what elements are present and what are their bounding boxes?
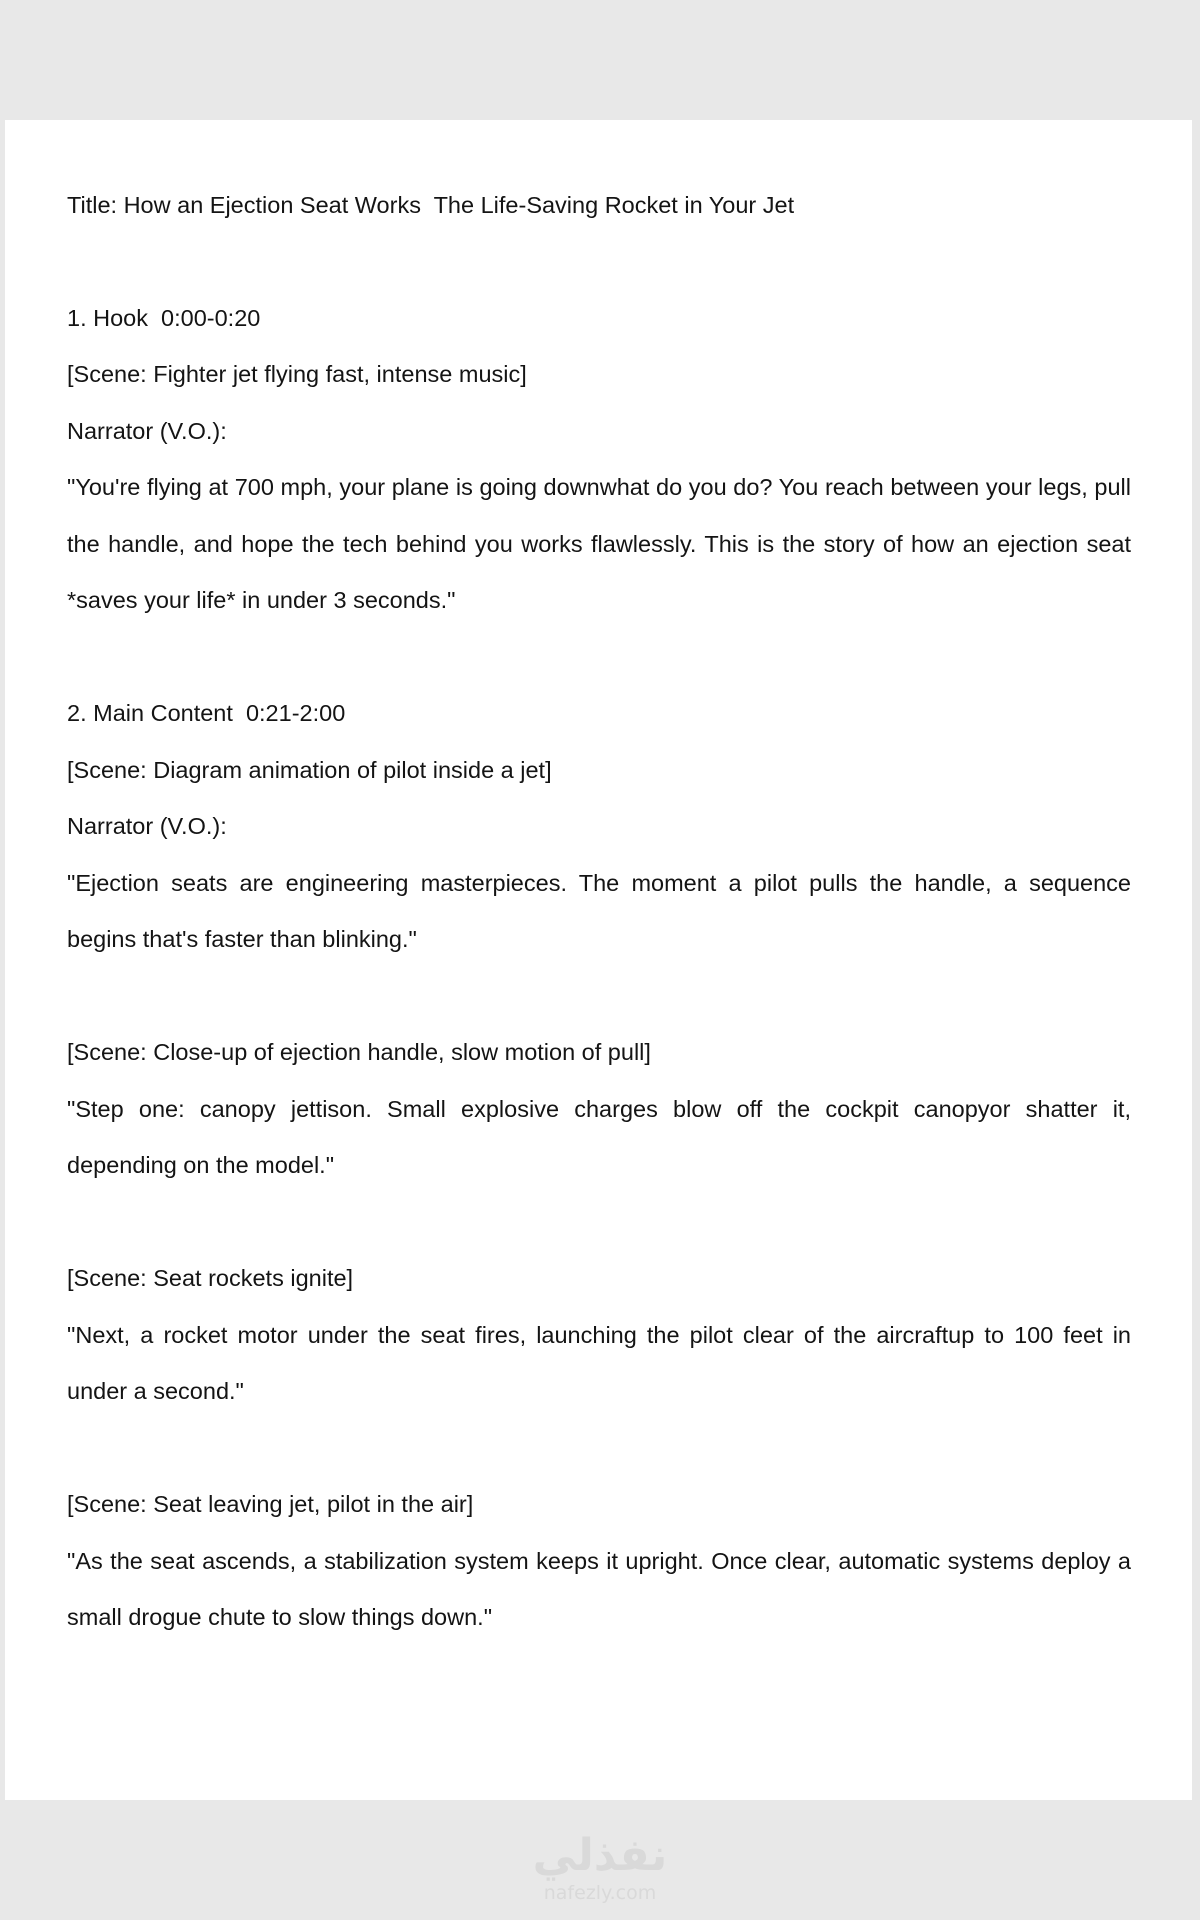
narrator-label: Narrator (V.O.): (67, 417, 227, 444)
document-page (5, 120, 1192, 1800)
section-hook (67, 290, 1131, 629)
scene-direction: [Scene: Seat leaving jet, pilot in the air] (67, 1491, 474, 1517)
section-heading: 1. Hook 0:00-0:20 (67, 304, 261, 331)
script-document (67, 120, 1131, 1646)
site-watermark (0, 1832, 1200, 1904)
section-heading: 2. Main Content 0:21-2:00 (67, 700, 346, 726)
scene-direction: [Scene: Close-up of ejection handle, slow motion of pull] (67, 1039, 651, 1065)
section-main-content (67, 685, 1131, 1646)
watermark-logo: نفذلي (532, 1830, 668, 1881)
scene-direction: [Scene: Diagram animation of pilot inside a jet] (67, 756, 552, 783)
narration-quote: "Step one: canopy jettison. Small explosive charges blow off the cockpit canopyor shatter it, depending on the model." (67, 1095, 1131, 1178)
scene-direction: [Scene: Seat rockets ignite] (67, 1265, 354, 1291)
narration-quote: "You're flying at 700 mph, your plane is going downwhat do you do? You reach between your legs, pull the handle, and hope the tech behind you works flawlessly. This is the story of how an ejection seat *saves your life* in under 3 seconds." (67, 474, 1131, 613)
narration-quote: "Ejection seats are engineering masterpieces. The moment a pilot pulls the handle, a sequence begins that's faster than blinking." (67, 869, 1131, 952)
narration-quote: "As the seat ascends, a stabilization system keeps it upright. Once clear, automatic systems deploy a small drogue chute to slow things down." (67, 1547, 1131, 1630)
narrator-label: Narrator (V.O.): (67, 813, 227, 839)
watermark-site: nafezly.com (543, 1882, 657, 1904)
document-title: Title: How an Ejection Seat Works The Life-Saving Rocket in Your Jet (67, 191, 795, 218)
scene-direction: [Scene: Fighter jet flying fast, intense music] (67, 361, 527, 387)
narration-quote: "Next, a rocket motor under the seat fires, launching the pilot clear of the aircraftup to 100 feet in under a second." (67, 1321, 1131, 1404)
